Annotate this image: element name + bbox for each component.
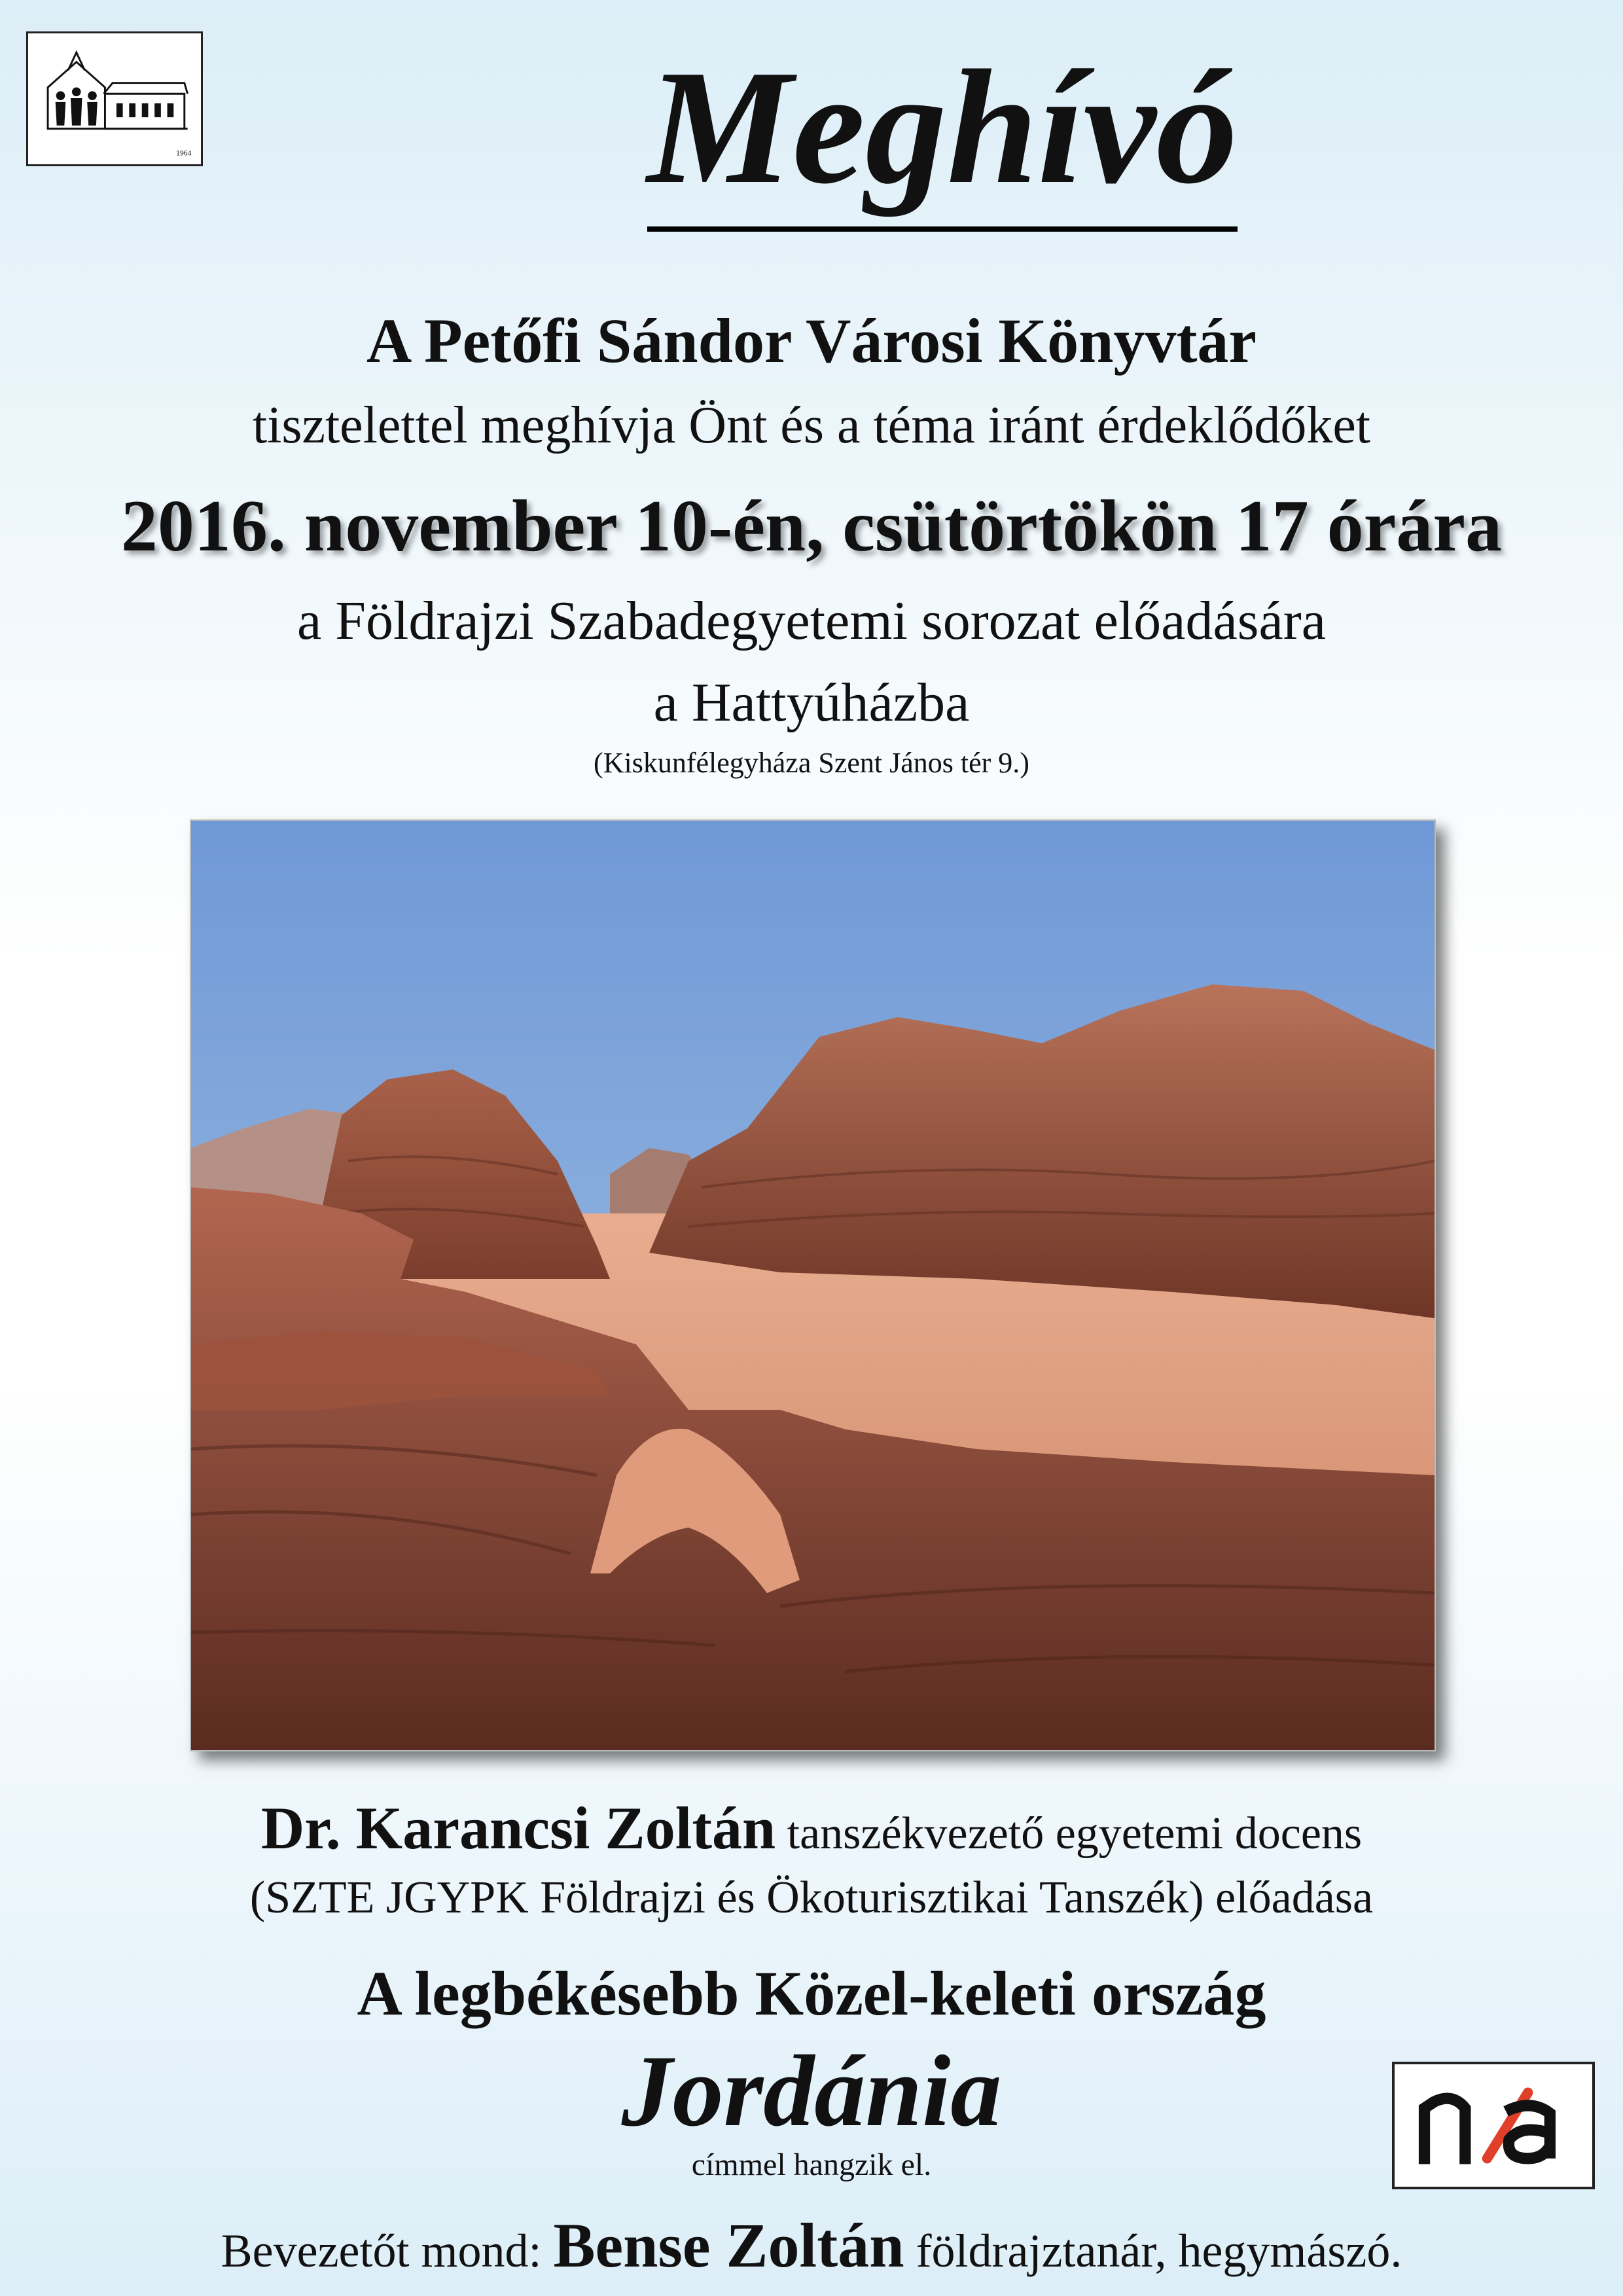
- title-container: [622, 37, 1263, 232]
- speaker-name: Dr. Karancsi Zoltán: [260, 1795, 776, 1861]
- desert-photo: [190, 819, 1436, 1751]
- library-logo-icon: [26, 31, 203, 166]
- venue-address: (Kiskunfélegyháza Szent János tér 9.): [594, 747, 1029, 779]
- intro-role: földrajztanár, hegymászó.: [916, 2225, 1402, 2277]
- lecture-title: Jordánia: [621, 2034, 1002, 2147]
- organizer-line: A Petőfi Sándor Városi Könyvtár: [366, 306, 1257, 376]
- intro-name: Bense Zoltán: [553, 2210, 904, 2280]
- svg-text:1964: 1964: [176, 149, 192, 158]
- invite-text: tisztelettel meghívja Önt és a téma iránt érdeklődőket: [252, 397, 1371, 454]
- intro-line: [0, 2209, 1623, 2282]
- series-text: a Földrajzi Szabadegyetemi sorozat előadására: [297, 590, 1326, 651]
- venue-text: a Hattyúházba: [653, 672, 970, 733]
- speaker-role: tanszékvezető egyetemi docens: [787, 1808, 1363, 1859]
- nka-logo-icon: [1392, 2062, 1595, 2189]
- page-title: Meghívó: [647, 46, 1238, 232]
- intro-prefix: Bevezetőt mond:: [221, 2225, 542, 2277]
- lecture-subtitle: A legbékésebb Közel-keleti ország: [357, 1958, 1266, 2028]
- speaker-line: [0, 1793, 1623, 1863]
- lecture-suffix: címmel hangzik el.: [691, 2147, 932, 2182]
- event-date-time: 2016. november 10-én, csütörtökön 17 órára: [120, 486, 1503, 567]
- speaker-affiliation: (SZTE JGYPK Földrajzi és Ökoturisztikai Tanszék) előadása: [249, 1873, 1374, 1923]
